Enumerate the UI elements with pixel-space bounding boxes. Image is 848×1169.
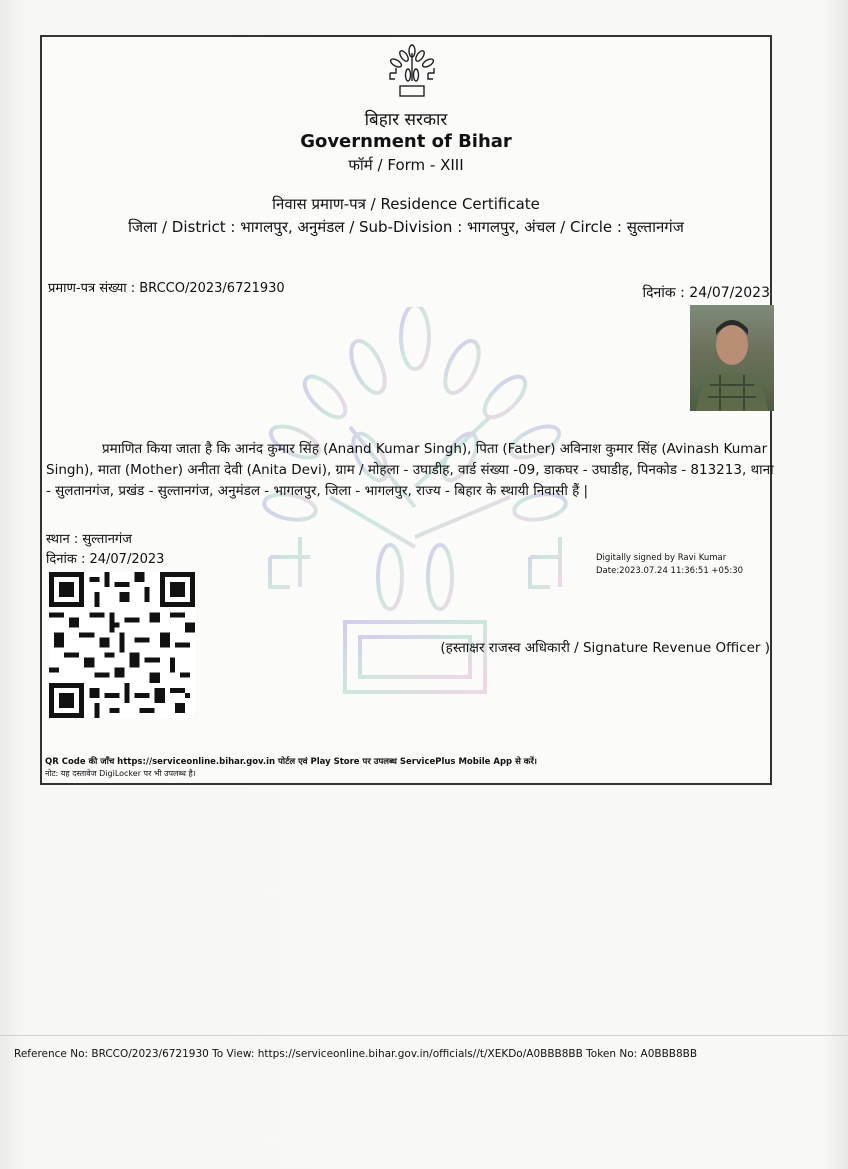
govt-hindi-title: बिहार सरकार [364,110,448,130]
qr-verification-note: QR Code की जाँच https://serviceonline.bihar.gov.in पोर्टल एवं Play Store पर उपलब्ध ServicePlus Mobile App से करें। [45,757,538,767]
certificate-number: प्रमाण-पत्र संख्या : BRCCO/2023/6721930 [48,281,285,296]
govt-english-title: Government of Bihar [300,131,512,152]
qr-code-icon [49,572,195,718]
certificate-body: प्रमाणित किया जाता है कि आनंद कुमार सिंह (Anand Kumar Singh), पिता (Father) अविनाश कुमार सिंह (Avinash Kumar Singh), माता (Mother) अनीता देवी (Anita Devi), ग्राम / मोहला - उघाडीह, वार्ड संख्या -09, डाकघर - उघाडीह, पिनकोड - 813213, थाना - सुलतानगंज, प्रखंड - सुल्तानगंज, अनुमंडल - भागलपुर, जिला - भागलपुर, राज्य - बिहार के स्थायी निवासी हैं | [46,441,774,499]
certificate-frame [40,35,772,785]
form-number: फॉर्म / Form - XIII [348,156,464,174]
certificate-date: दिनांक : 24/07/2023 [642,285,770,301]
footer-divider [0,1035,848,1036]
tree-watermark-icon [250,307,580,767]
reference-line: Reference No: BRCCO/2023/6721930 To View: https://serviceonline.bihar.gov.in/officials//t/XEKDo/A0BBB8BB Token No: A0BBB8BB [14,1048,698,1060]
issue-place: स्थान : सुल्तानगंज [46,532,132,547]
digilocker-note: नोट: यह दस्तावेज DigiLocker पर भी उपलब्ध है। [45,769,196,778]
bihar-emblem-icon [382,43,442,103]
digital-signature-date: Date:2023.07.24 11:36:51 +05:30 [596,566,744,576]
applicant-photo [690,305,774,411]
certificate-title: निवास प्रमाण-पत्र / Residence Certificate [272,195,540,213]
issue-date: दिनांक : 24/07/2023 [46,552,165,567]
digital-signed-by: Digitally signed by Ravi Kumar [596,553,727,563]
officer-signature-label: (हस्ताक्षर राजस्व अधिकारी / Signature Revenue Officer ) [440,640,770,656]
district-line: जिला / District : भागलपुर, अनुमंडल / Sub-Division : भागलपुर, अंचल / Circle : सुल्तानगंज [128,218,684,236]
